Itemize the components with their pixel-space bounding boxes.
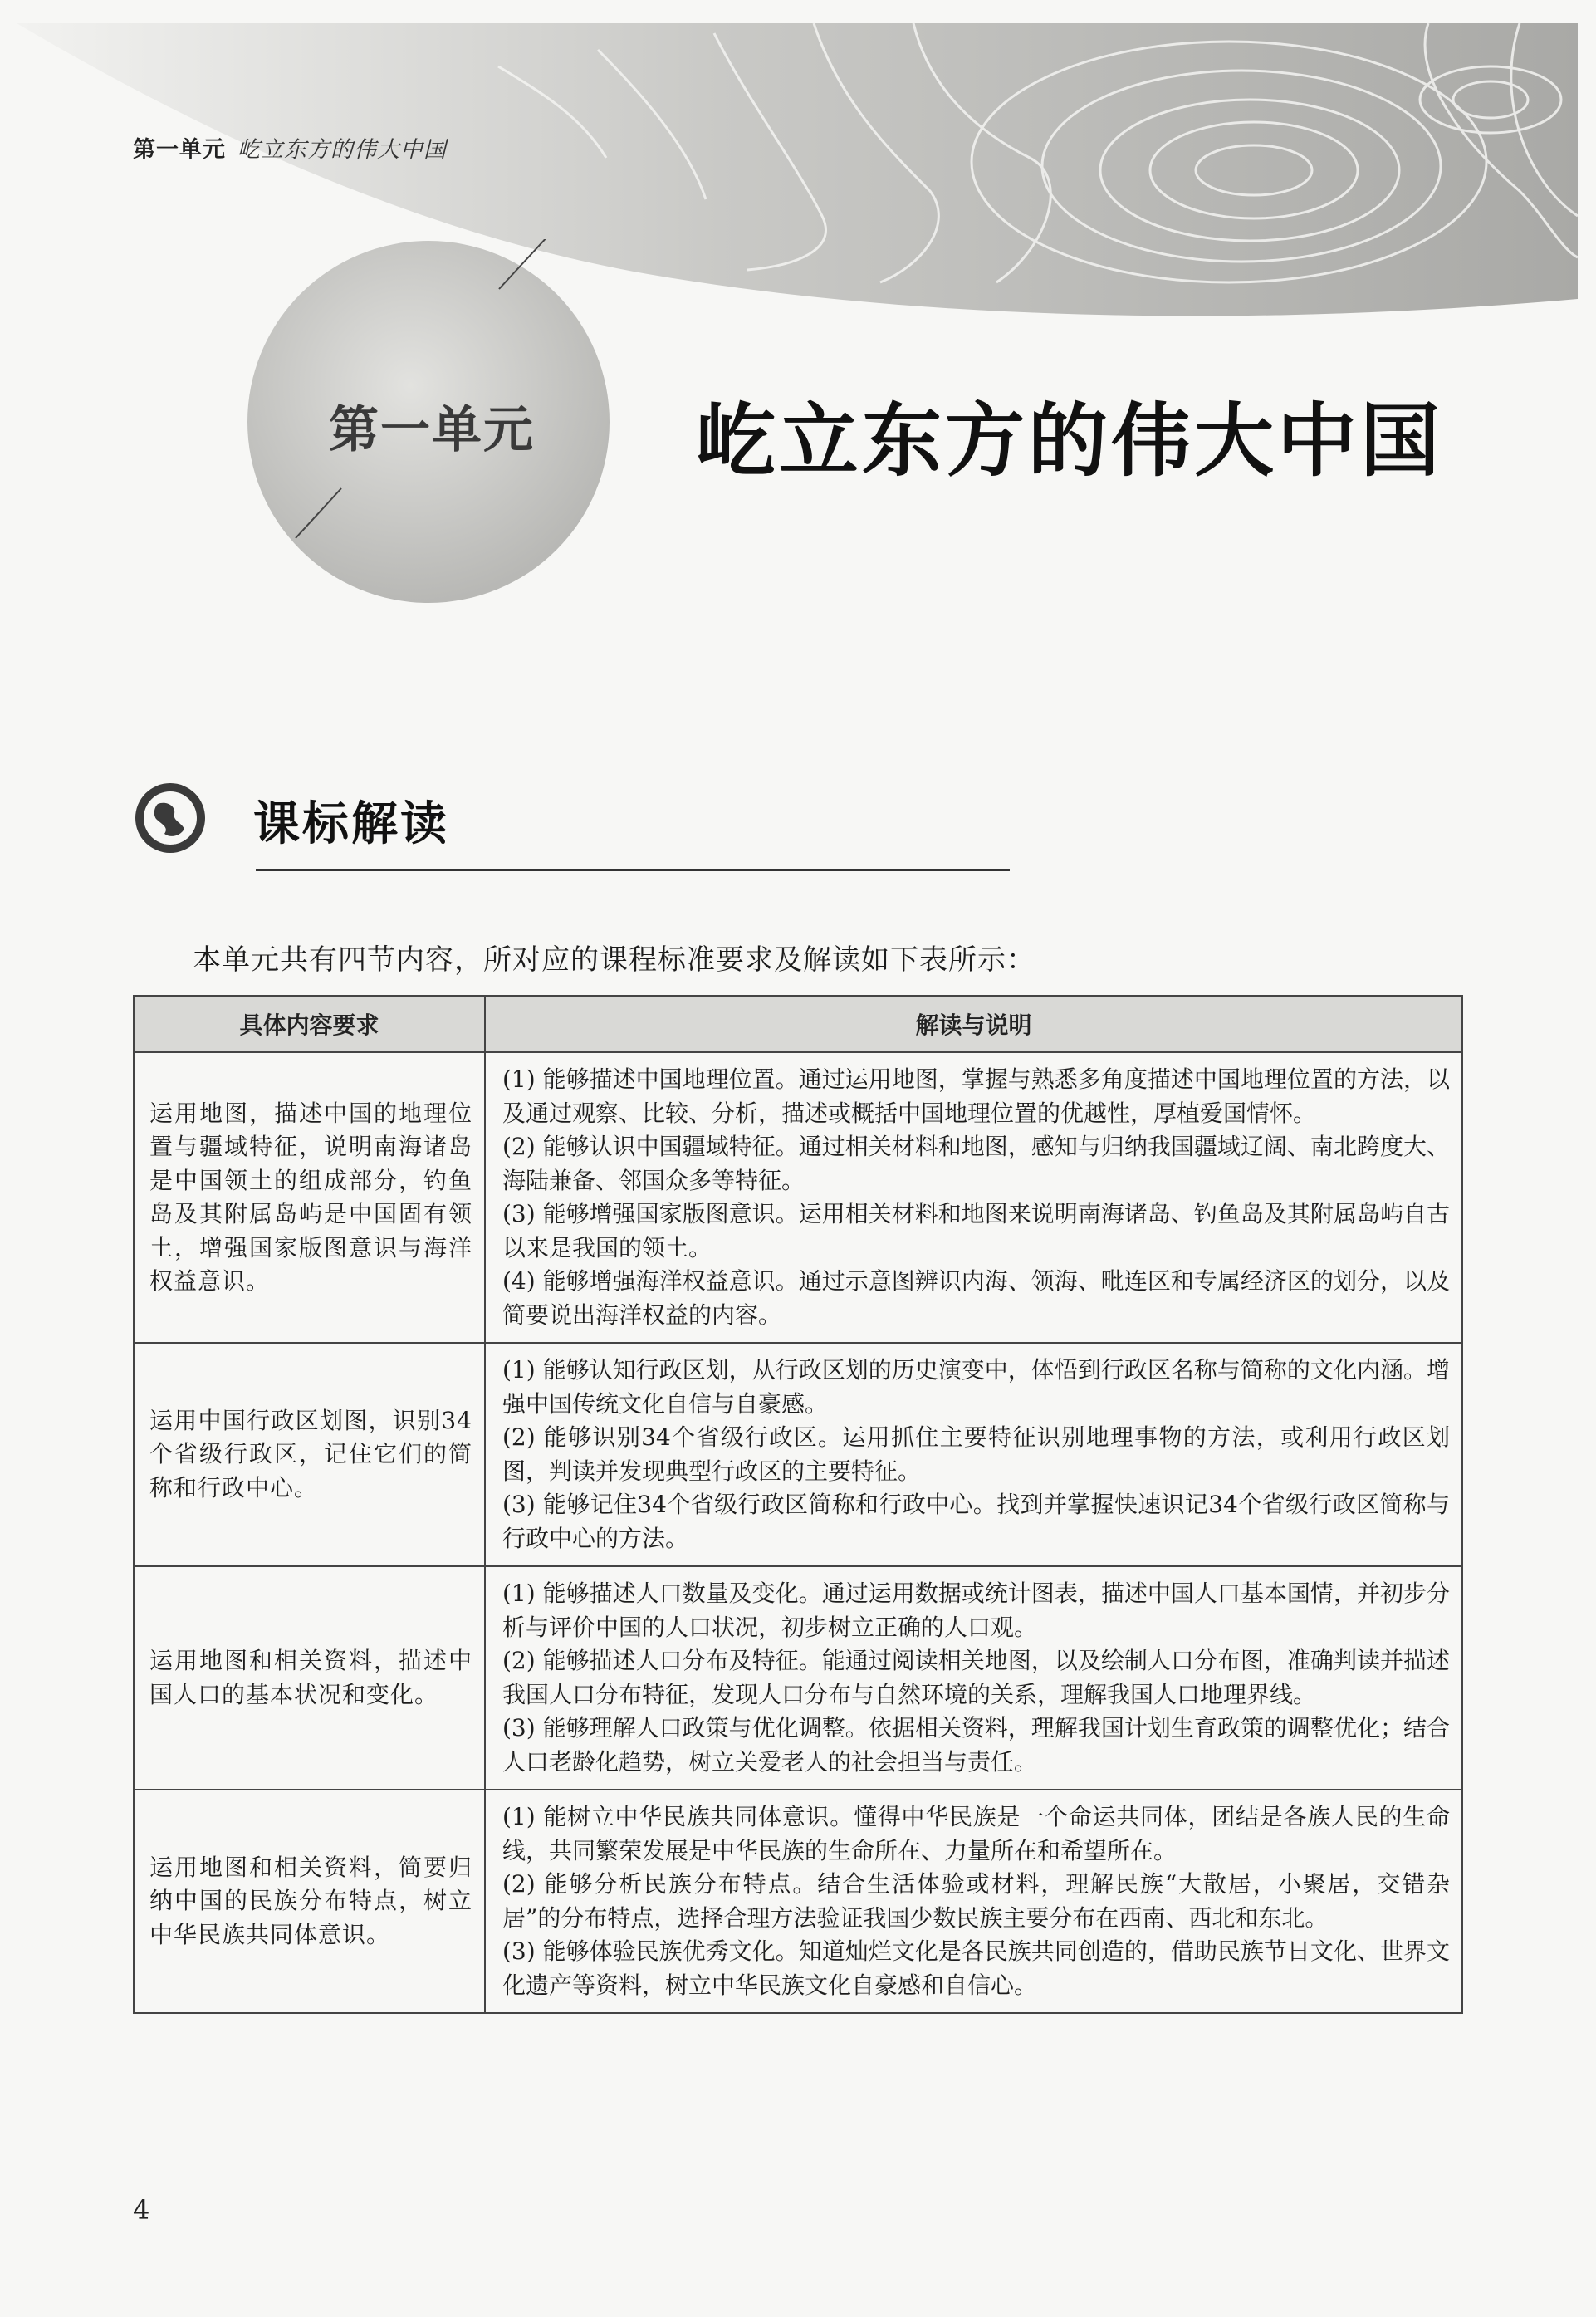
header-requirement: 具体内容要求 [134, 996, 485, 1052]
explanation-item: (1) 能够认知行政区划，从行政区划的历史演变中，体悟到行政区名称与简称的文化内涵。增强中国传统文化自信与自豪感。 [502, 1356, 1450, 1418]
explanation-item: (1) 能树立中华民族共同体意识。懂得中华民族是一个命运共同体，团结是各族人民的生命线，共同繁荣发展是中华民族的生命所在、力量所在和希望所在。 [502, 1803, 1450, 1864]
running-head-unit: 第一单元 [133, 137, 226, 163]
unit-title: 屹立东方的伟大中国 [696, 394, 1443, 487]
explanation-item: (4) 能够增强海洋权益意识。通过示意图辨识内海、领海、毗连区和专属经济区的划分，以及简要说出海洋权益的内容。 [502, 1267, 1450, 1329]
explanation-cell [485, 1566, 1462, 1790]
explanation-item: (3) 能够增强国家版图意识。运用相关材料和地图来说明南海诸岛、钓鱼岛及其附属岛屿自古以来是我国的领土。 [502, 1200, 1450, 1261]
unit-label: 第一单元 [329, 401, 535, 459]
explanation-item: (2) 能够分析民族分布特点。结合生活体验或材料，理解民族“大散居，小聚居，交错杂居”的分布特点，选择合理方法验证我国少数民族主要分布在西南、西北和东北。 [502, 1870, 1450, 1932]
explanation-cell [485, 1790, 1462, 2013]
running-head-subtitle: 屹立东方的伟大中国 [237, 137, 447, 163]
explanation-item: (2) 能够描述人口分布及特征。能通过阅读相关地图，以及绘制人口分布图，准确判读并描述我国人口分布特征，发现人口分布与自然环境的关系，理解我国人口地理界线。 [502, 1647, 1450, 1708]
explanation-cell [485, 1343, 1462, 1566]
explanation-item: (1) 能够描述中国地理位置。通过运用地图，掌握与熟悉多角度描述中国地理位置的方法，以及通过观察、比较、分析，描述或概括中国地理位置的优越性，厚植爱国情怀。 [502, 1065, 1450, 1127]
requirement-cell: 运用地图和相关资料，简要归纳中国的民族分布特点，树立中华民族共同体意识。 [134, 1790, 485, 2013]
explanation-item: (2) 能够识别34个省级行政区。运用抓住主要特征识别地理事物的方法，或利用行政区划图，判读并发现典型行政区的主要特征。 [502, 1423, 1450, 1485]
contour-banner [0, 0, 1596, 357]
requirement-cell: 运用地图和相关资料，描述中国人口的基本状况和变化。 [134, 1566, 485, 1790]
header-explanation: 解读与说明 [485, 996, 1462, 1052]
curriculum-table [133, 995, 1463, 2014]
globe-icon [133, 781, 208, 855]
requirement-cell: 运用中国行政区划图，识别34个省级行政区，记住它们的简称和行政中心。 [134, 1343, 485, 1566]
explanation-item: (3) 能够记住34个省级行政区简称和行政中心。找到并掌握快速识记34个省级行政区简称与行政中心的方法。 [502, 1491, 1450, 1552]
table-row [134, 1566, 1462, 1790]
intro-text: 本单元共有四节内容，所对应的课程标准要求及解读如下表所示： [193, 943, 1035, 977]
explanation-item: (3) 能够理解人口政策与优化调整。依据相关资料，理解我国计划生育政策的调整优化；结合人口老龄化趋势，树立关爱老人的社会担当与责任。 [502, 1714, 1450, 1776]
table-header-row [134, 996, 1462, 1052]
section-divider [256, 869, 1010, 871]
explanation-item: (1) 能够描述人口数量及变化。通过运用数据或统计图表，描述中国人口基本国情，并初步分析与评价中国的人口状况，初步树立正确的人口观。 [502, 1580, 1450, 1641]
explanation-item: (3) 能够体验民族优秀文化。知道灿烂文化是各民族共同创造的，借助民族节日文化、世界文化遗产等资料，树立中华民族文化自豪感和自信心。 [502, 1937, 1450, 1999]
requirement-cell: 运用地图，描述中国的地理位置与疆域特征，说明南海诸岛是中国领土的组成部分，钓鱼岛及其附属岛屿是中国固有领土，增强国家版图意识与海洋权益意识。 [134, 1052, 485, 1343]
table-row [134, 1790, 1462, 2013]
table-row [134, 1343, 1462, 1566]
running-head [133, 131, 447, 164]
explanation-item: (2) 能够认识中国疆域特征。通过相关材料和地图，感知与归纳我国疆域辽阔、南北跨度大、海陆兼备、邻国众多等特征。 [502, 1133, 1450, 1194]
table-row [134, 1052, 1462, 1343]
page-number: 4 [133, 2194, 150, 2226]
explanation-cell [485, 1052, 1462, 1343]
section-title: 课标解读 [253, 797, 449, 851]
